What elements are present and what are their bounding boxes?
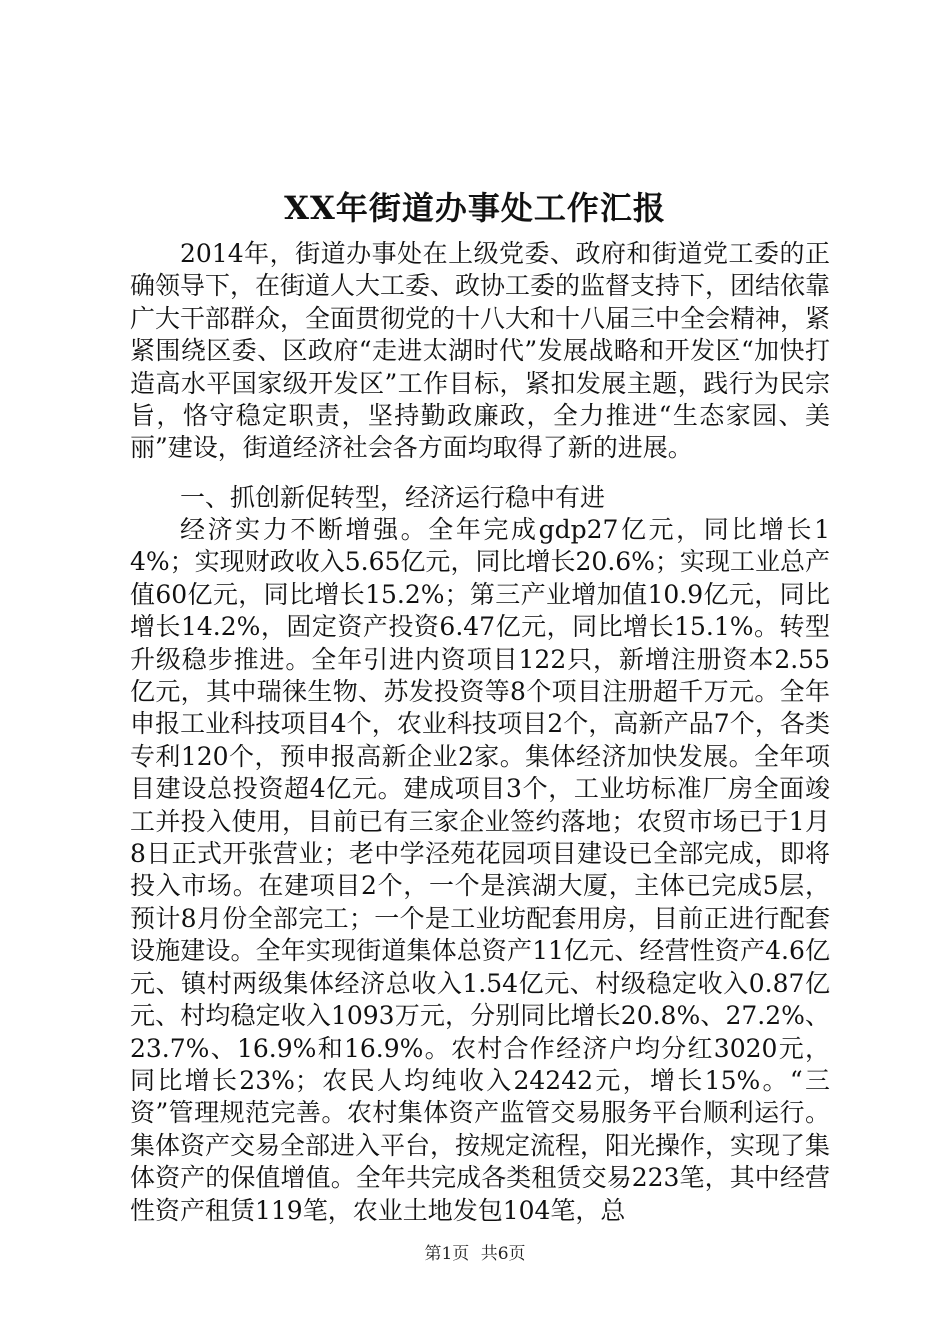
page-footer xyxy=(0,1242,950,1266)
section-heading: 一、抓创新促转型，经济运行稳中有进 xyxy=(180,483,606,512)
page-number: 第1页 xyxy=(424,1244,470,1264)
intro-paragraph: 2014年，街道办事处在上级党委、政府和街道党工委的正确领导下，在街道人大工委、政协工委的监督支持下，团结依靠广大干部群众，全面贯彻党的十八大和十八届三中全会精神，紧紧围绕区委、区政府“走进太湖时代”发展战略和开发区“加快打造高水平国家级开发区”工作目标，紧扣发展主题，践行为民宗旨，恪守稳定职责，坚持勤政廉政，全力推进“生态家园、美丽”建设，街道经济社会各方面均取得了新的进展。 xyxy=(130,239,831,463)
document-title: XX年街道办事处工作汇报 xyxy=(284,189,666,227)
body-paragraph: 经济实力不断增强。全年完成gdp27亿元，同比增长14%；实现财政收入5.65亿元，同比增长20.6%；实现工业总产值60亿元，同比增长15.2%；第三产业增加值10.9亿元，同比增长14.2%，固定资产投资6.47亿元，同比增长15.1%。转型升级稳步推进。全年引进内资项目122只，新增注册资本2.55亿元，其中瑞徕生物、苏发投资等8个项目注册超千万元。全年申报工业科技项目4个，农业科技项目2个，高新产品7个，各类专利120个，预申报高新企业2家。集体经济加快发展。全年项目建设总投资超4亿元。建成项目3个，工业坊标准厂房全面竣工并投入使用，目前已有三家企业签约落地；农贸市场已于1月8日正式开张营业；老中学泾苑花园项目建设已全部完成，即将投入市场。在建项目2个，一个是滨湖大厦，主体已完成5层，预计8月份全部完工；一个是工业坊配套用房，目前正进行配套设施建设。全年实现街道集体总资产11亿元、经营性资产4.6亿元、镇村两级集体经济总收入1.54亿元、村级稳定收入0.87亿元、村均稳定收入1093万元，分别同比增长20.8%、27.2%、23.7%、16.9%和16.9%。农村合作经济户均分红3020元，同比增长23%；农民人均纯收入24242元，增长15%。“三资”管理规范完善。农村集体资产监管交易服务平台顺利运行。集体资产交易全部进入平台，按规定流程，阳光操作，实现了集体资产的保值增值。全年共完成各类租赁交易223笔，其中经营性资产租赁119笔，农业土地发包104笔，总 xyxy=(130,515,831,1225)
page-total: 共6页 xyxy=(480,1244,526,1264)
